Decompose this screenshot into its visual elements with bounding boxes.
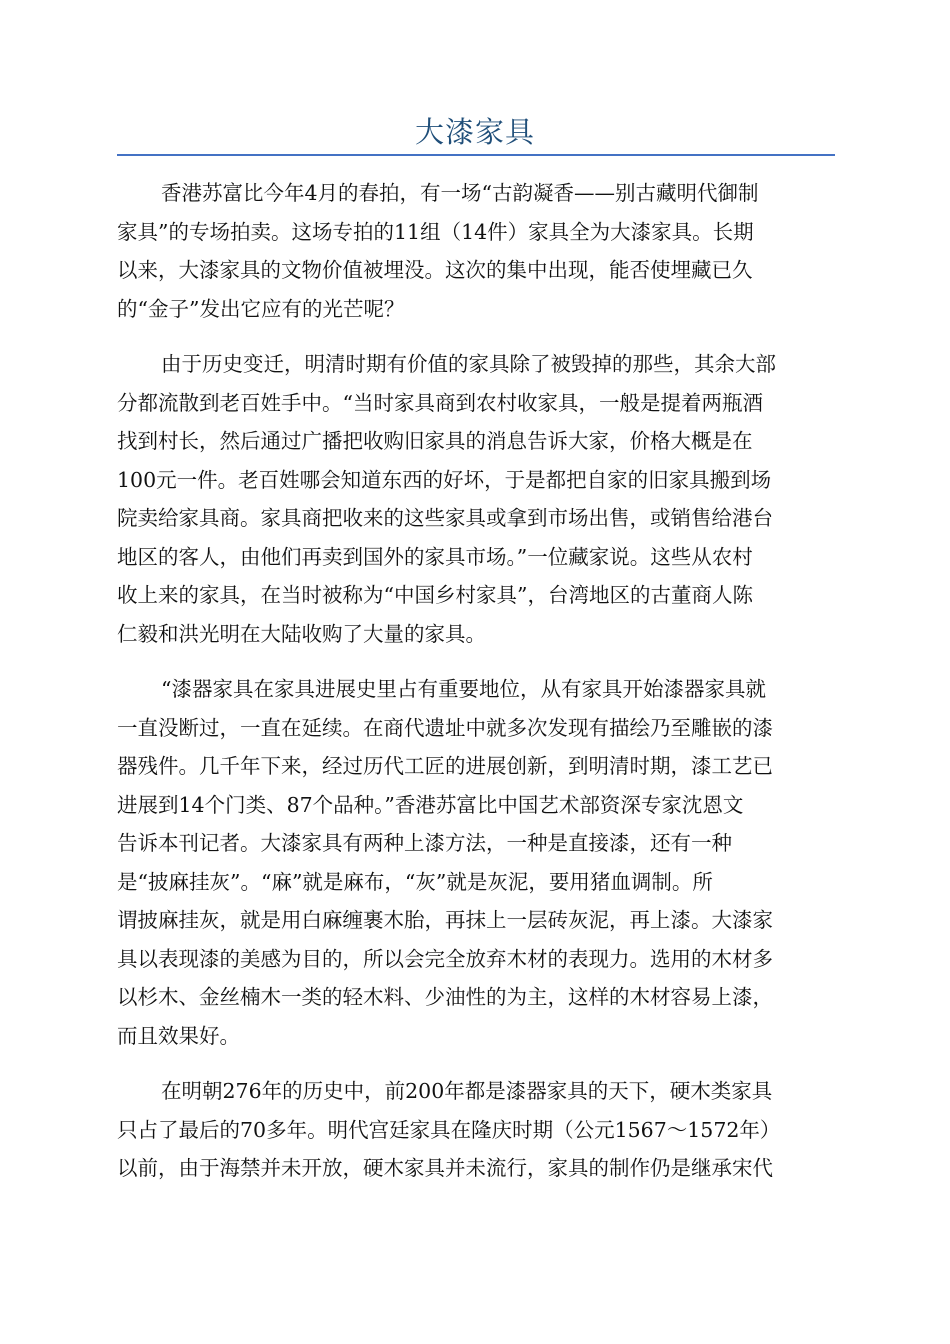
text-line: 香港苏富比今年4月的春拍，有一场“古韵凝香——别古藏明代御制: [161, 181, 759, 205]
text-line: 仁毅和洪光明在大陆收购了大量的家具。: [117, 621, 486, 646]
text-line: 具以表现漆的美感为目的，所以会完全放弃木材的表现力。选用的木材多: [117, 946, 773, 971]
text-line: 由于历史变迁，明清时期有价值的家具除了被毁掉的那些，其余大部: [161, 352, 776, 376]
text-line: 谓披麻挂灰，就是用白麻缠裹木胎，再抹上一层砖灰泥，再上漆。大漆家: [117, 908, 773, 932]
paragraph-2: [117, 345, 833, 653]
document-title: 大漆家具: [414, 115, 535, 149]
text-line: 的“金子”发出它应有的光芒呢？: [117, 296, 405, 321]
text-line: 而且效果好。: [117, 1023, 240, 1048]
text-line: 器残件。几千年下来，经过历代工匠的进展创新，到明清时期，漆工艺已: [117, 754, 773, 778]
text-line: 以杉木、金丝楠木一类的轻木料、少油性的为主，这样的木材容易上漆，: [117, 985, 773, 1009]
text-line: 100元一件。老百姓哪会知道东西的好坏，于是都把自家的旧家具搬到场: [117, 467, 772, 492]
text-line: 院卖给家具商。家具商把收来的这些家具或拿到市场出售，或销售给港台: [117, 506, 773, 530]
text-line: 只占了最后的70多年。明代宫廷家具在隆庆时期（公元1567～1572年）: [117, 1117, 781, 1142]
paragraph-4: [117, 1072, 833, 1188]
title-underline: [117, 154, 835, 156]
text-line: 家具”的专场拍卖。这场专拍的11组（14件）家具全为大漆家具。长期: [117, 219, 754, 244]
paragraph-3: [117, 670, 833, 1055]
text-line: 以来，大漆家具的文物价值被埋没。这次的集中出现，能否使埋藏已久: [117, 258, 753, 282]
text-line: 地区的客人，由他们再卖到国外的家具市场。”一位藏家说。这些从农村: [117, 544, 753, 569]
text-line: 告诉本刊记者。大漆家具有两种上漆方法，一种是直接漆，还有一种: [117, 831, 732, 855]
text-line: 是“披麻挂灰”。“麻”就是麻布，“灰”就是灰泥，要用猪血调制。所: [117, 869, 713, 894]
document-body: [117, 174, 833, 1205]
text-line: 分都流散到老百姓手中。“当时家具商到农村收家具，一般是提着两瓶酒: [117, 390, 763, 415]
text-line: 收上来的家具，在当时被称为“中国乡村家具”，台湾地区的古董商人陈: [117, 583, 753, 607]
paragraph-1: [117, 174, 833, 328]
text-line: 进展到14个门类、87个品种。”香港苏富比中国艺术部资深专家沈恩文: [117, 792, 744, 817]
text-line: 以前，由于海禁并未开放，硬木家具并未流行，家具的制作仍是继承宋代: [117, 1156, 773, 1180]
text-line: 找到村长，然后通过广播把收购旧家具的消息告诉大家，价格大概是在: [117, 429, 753, 453]
text-line: 一直没断过，一直在延续。在商代遗址中就多次发现有描绘乃至雕嵌的漆: [117, 715, 773, 740]
text-line: “漆器家具在家具进展史里占有重要地位，从有家具开始漆器家具就: [161, 677, 766, 701]
text-line: 在明朝276年的历史中，前200年都是漆器家具的天下，硬木类家具: [161, 1079, 773, 1103]
